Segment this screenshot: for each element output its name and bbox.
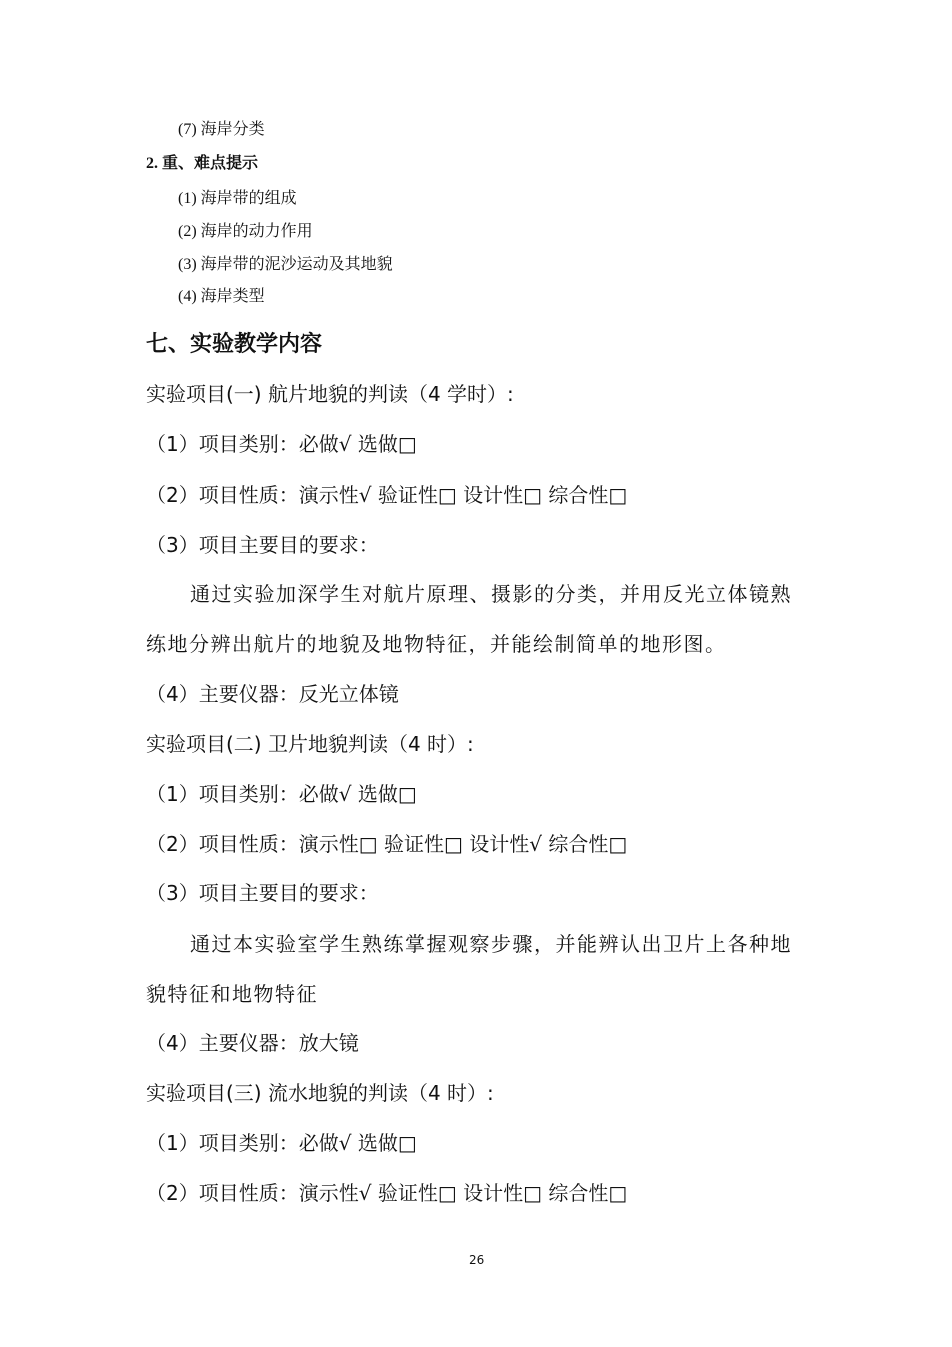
experiment-2-nature: （2）项目性质：演示性□ 验证性□ 设计性√ 综合性□ [146,832,628,856]
experiment-3-nature: （2）项目性质：演示性√ 验证性□ 设计性□ 综合性□ [146,1181,628,1205]
experiment-2-requirement-label: （3）项目主要目的要求： [146,881,379,905]
experiment-3-title: 实验项目(三) 流水地貌的判读（4 时）: [146,1081,494,1105]
experiment-1-instrument: （4）主要仪器：反光立体镜 [146,682,399,706]
key-point-3: (3) 海岸带的泥沙运动及其地貌 [178,256,393,273]
experiment-2-requirement-text-2: 貌特征和地物特征 [146,984,318,1006]
key-point-2: (2) 海岸的动力作用 [178,223,313,240]
outline-item-7: (7) 海岸分类 [178,121,265,138]
experiment-2-title: 实验项目(二) 卫片地貌判读（4 时）: [146,732,474,756]
experiment-2-category: （1）项目类别：必做√ 选做□ [146,782,417,806]
key-points-heading: 2. 重、难点提示 [146,155,259,172]
experiment-1-requirement-text-2: 练地分辨出航片的地貌及地物特征，并能绘制简单的地形图。 [146,634,727,656]
key-point-4: (4) 海岸类型 [178,288,265,305]
experiment-2-instrument: （4）主要仪器：放大镜 [146,1031,359,1055]
experiment-1-nature: （2）项目性质：演示性√ 验证性□ 设计性□ 综合性□ [146,483,628,507]
experiment-1-category: （1）项目类别：必做√ 选做□ [146,432,417,456]
experiment-2-requirement-text-1: 通过本实验室学生熟练掌握观察步骤，并能辨认出卫片上各种地 [190,934,792,956]
experiment-3-category: （1）项目类别：必做√ 选做□ [146,1131,417,1155]
experiment-1-title: 实验项目(一) 航片地貌的判读（4 学时）: [146,382,514,406]
section-heading: 七、实验教学内容 [146,332,323,357]
experiment-1-requirement-text-1: 通过实验加深学生对航片原理、摄影的分类，并用反光立体镜熟 [190,584,792,606]
page-number: 26 [469,1253,485,1267]
experiment-1-requirement-label: （3）项目主要目的要求： [146,533,379,557]
key-point-1: (1) 海岸带的组成 [178,190,297,207]
